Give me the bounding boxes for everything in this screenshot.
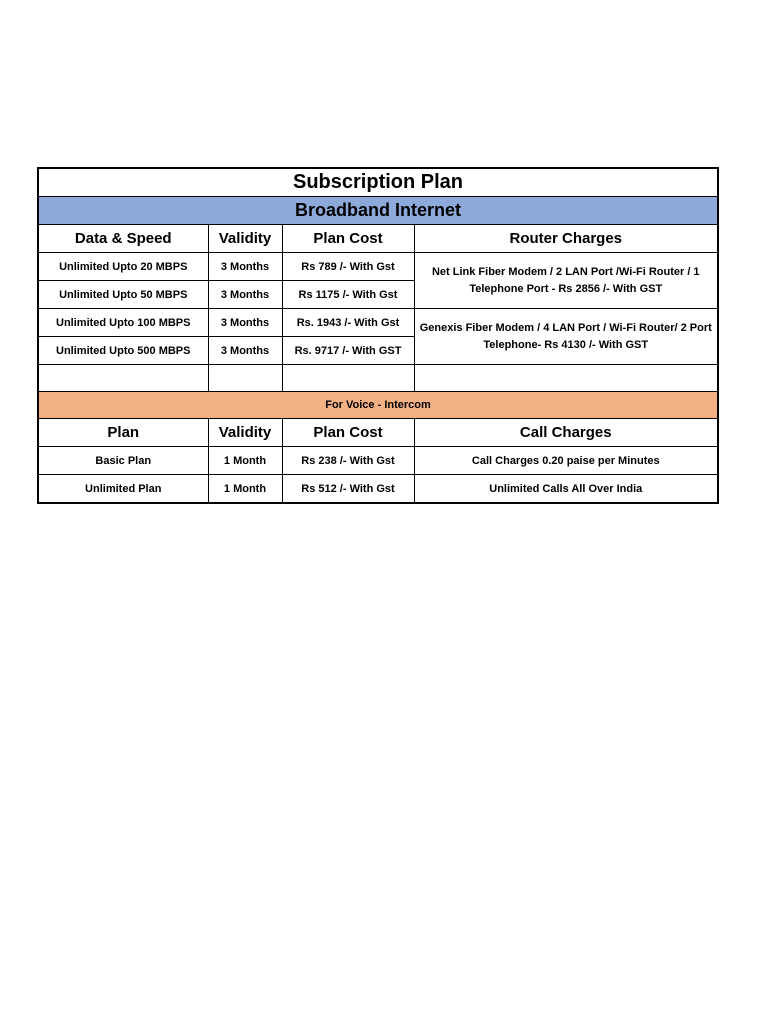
column-header: Plan Cost bbox=[282, 225, 414, 253]
validity-cell: 3 Months bbox=[208, 253, 282, 281]
validity-cell: 3 Months bbox=[208, 281, 282, 309]
speed-cell: Unlimited Upto 50 MBPS bbox=[38, 281, 208, 309]
cost-cell: Rs. 1943 /- With Gst bbox=[282, 309, 414, 337]
table-row bbox=[38, 253, 718, 281]
validity-cell: 1 Month bbox=[208, 447, 282, 475]
subscription-plan-table bbox=[37, 167, 719, 504]
column-header: Validity bbox=[208, 419, 282, 447]
table-row bbox=[38, 309, 718, 337]
plan-cell: Unlimited Plan bbox=[38, 475, 208, 504]
broadband-header-row bbox=[38, 225, 718, 253]
table-row bbox=[38, 475, 718, 504]
voice-header-row bbox=[38, 419, 718, 447]
cost-cell: Rs 789 /- With Gst bbox=[282, 253, 414, 281]
plan-cell: Basic Plan bbox=[38, 447, 208, 475]
column-header: Plan Cost bbox=[282, 419, 414, 447]
validity-cell: 1 Month bbox=[208, 475, 282, 504]
speed-cell: Unlimited Upto 20 MBPS bbox=[38, 253, 208, 281]
column-header: Call Charges bbox=[414, 419, 718, 447]
router-charges-cell: Genexis Fiber Modem / 4 LAN Port / Wi-Fi Router/ 2 Port Telephone- Rs 4130 /- With GST bbox=[414, 309, 718, 365]
column-header: Plan bbox=[38, 419, 208, 447]
speed-cell: Unlimited Upto 100 MBPS bbox=[38, 309, 208, 337]
column-header: Validity bbox=[208, 225, 282, 253]
call-charges-cell: Unlimited Calls All Over India bbox=[414, 475, 718, 504]
cost-cell: Rs 238 /- With Gst bbox=[282, 447, 414, 475]
column-header: Data & Speed bbox=[38, 225, 208, 253]
empty-cell bbox=[282, 365, 414, 392]
empty-cell bbox=[208, 365, 282, 392]
validity-cell: 3 Months bbox=[208, 337, 282, 365]
empty-cell bbox=[38, 365, 208, 392]
call-charges-cell: Call Charges 0.20 paise per Minutes bbox=[414, 447, 718, 475]
cost-cell: Rs. 9717 /- With GST bbox=[282, 337, 414, 365]
voice-heading: For Voice - Intercom bbox=[38, 392, 718, 419]
router-charges-cell: Net Link Fiber Modem / 2 LAN Port /Wi-Fi Router / 1 Telephone Port - Rs 2856 /- With GST bbox=[414, 253, 718, 309]
table-row bbox=[38, 447, 718, 475]
broadband-heading: Broadband Internet bbox=[38, 197, 718, 225]
empty-cell bbox=[414, 365, 718, 392]
validity-cell: 3 Months bbox=[208, 309, 282, 337]
empty-row bbox=[38, 365, 718, 392]
column-header: Router Charges bbox=[414, 225, 718, 253]
table-title: Subscription Plan bbox=[38, 168, 718, 197]
cost-cell: Rs 512 /- With Gst bbox=[282, 475, 414, 504]
cost-cell: Rs 1175 /- With Gst bbox=[282, 281, 414, 309]
speed-cell: Unlimited Upto 500 MBPS bbox=[38, 337, 208, 365]
